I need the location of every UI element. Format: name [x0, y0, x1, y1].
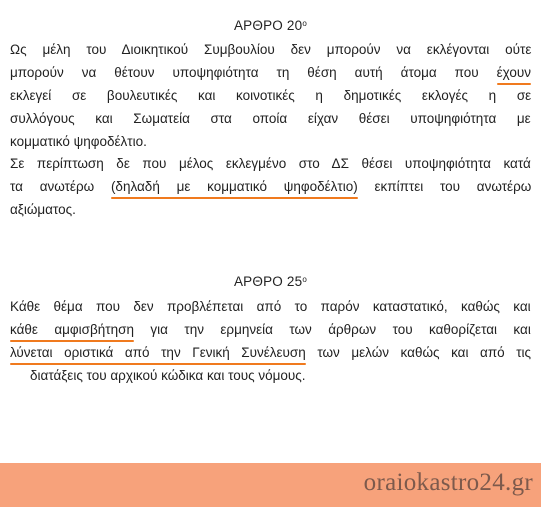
article-20-line-7 — [10, 178, 531, 196]
article-20-line-6: Σε περίπτωση δε που μέλος εκλεγμένο στο ΔΣ θέσει υποψηφιότητα κατά — [10, 156, 531, 171]
watermark-text: oraiokastro24.gr — [363, 469, 533, 496]
article-25-line-4: διατάξεις του αρχικού κώδικα και τους νόμους. — [30, 368, 306, 383]
article-20-line-3: εκλεγεί σε βουλευτικές και κοινοτικές η δημοτικές εκλογές η σε — [10, 88, 532, 103]
article-25-heading — [0, 274, 541, 289]
article-20-line-2-text: μπορούν να θέτουν υποψηφιότητα τη θέση αυτή άτομα που — [10, 65, 497, 80]
article-20-line-7-tail: εκπίπτει του ανωτέρω — [357, 179, 532, 194]
article-20-line-4: συλλόγους και Σωματεία στα οποία είχαν θέσει υποψηφιότητα με — [10, 111, 531, 126]
underlined-phrase-party-ballot: (δηλαδή με κομματικό ψηφοδέλτιο) — [110, 179, 358, 194]
article-20-line-7-text: τα ανωτέρω — [10, 179, 111, 194]
article-25-line-2 — [10, 321, 531, 339]
watermark-bar — [0, 463, 541, 507]
article-25-line-2-tail: για την ερμηνεία των άρθρων του καθορίζεται και — [133, 322, 531, 337]
article-20-line-5: κομματικό ψηφοδέλτιο. — [10, 134, 147, 149]
article-25-heading-sup: ο — [302, 275, 308, 284]
article-20-line-1: Ως μέλη του Διοικητικού Συμβουλίου δεν μπορούν να εκλέγονται ούτε — [10, 42, 532, 57]
article-25-line-3 — [10, 344, 531, 362]
article-20-heading-sup: ο — [302, 19, 308, 28]
underlined-phrase-general-assembly: λύνεται οριστικά από την Γενική Συνέλευση — [10, 345, 306, 360]
article-20-line-8: αξιώματος. — [10, 202, 76, 217]
underlined-phrase-dispute: κάθε αμφισβήτηση — [10, 322, 134, 337]
article-20-heading — [0, 18, 541, 33]
underlined-word-echoun: έχουν — [496, 65, 532, 80]
article-25-line-3-tail: των μελών καθώς και από τις — [305, 345, 532, 360]
article-25-line-1: Κάθε θέμα που δεν προβλέπεται από το παρόν καταστατικό, καθώς και — [10, 299, 531, 314]
article-25-heading-text: ΑΡΘΡΟ 25 — [233, 274, 303, 289]
article-20-heading-text: ΑΡΘΡΟ 20 — [233, 18, 303, 33]
article-20-line-2 — [10, 64, 531, 82]
